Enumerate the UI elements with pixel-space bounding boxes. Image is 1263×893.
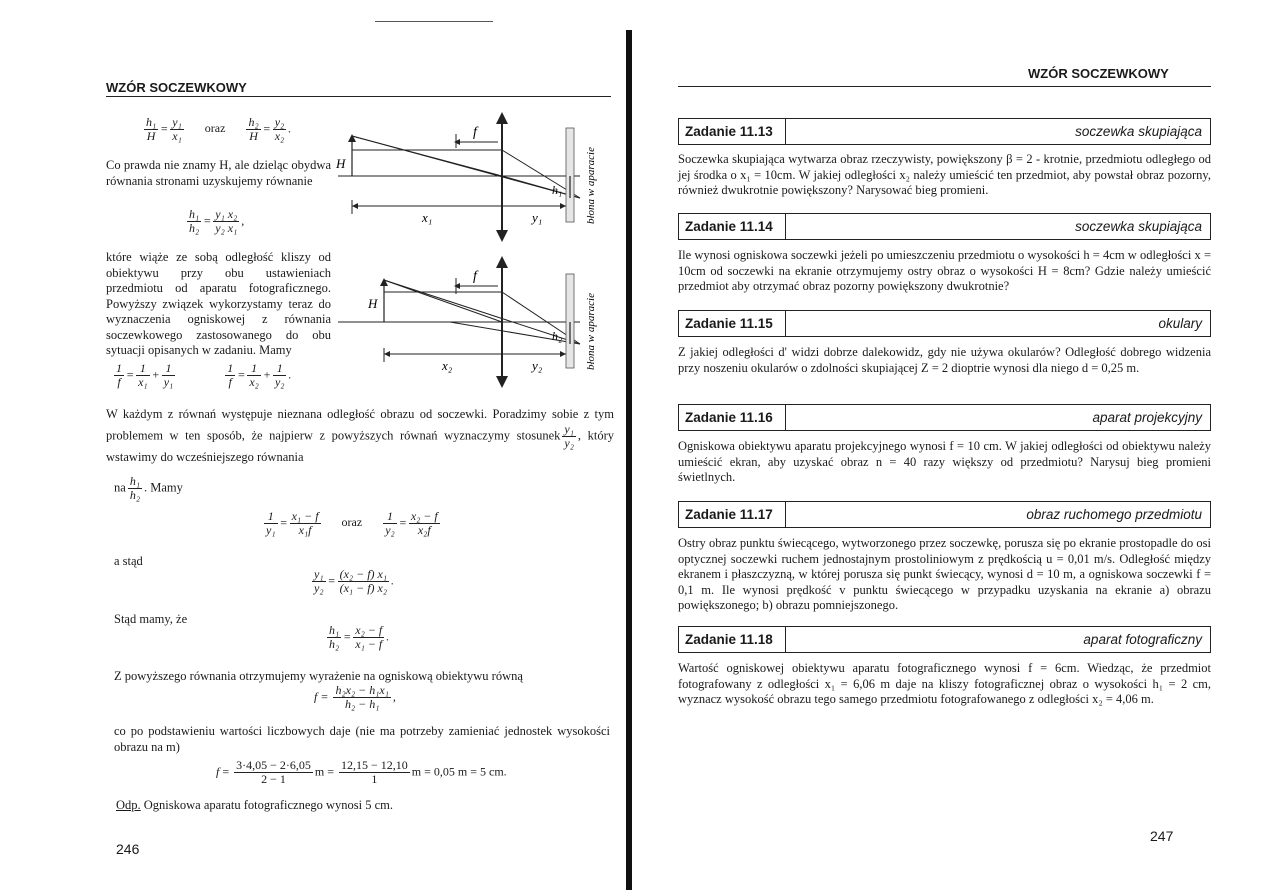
task-topic: aparat projekcyjny (1092, 410, 1202, 425)
left-header-title: WZÓR SOCZEWKOWY (106, 80, 247, 95)
task-text-11-14: Ile wynosi ogniskowa soczewki jeżeli po umieszczeniu przedmiotu o wysokości h = 4cm w odległości x = 10cm od soczewki na ekranie otrzymujemy ostry obraz o wysokości H = 8cm? Gdzie należy umieścić przedmiot aby otrzymać obraz pozorny powiększony dwukrotnie? (678, 248, 1211, 293)
equation-numeric-result: f = $\frac{3\cdot 4,05 - 2\cdot 6,05}{2 - 1}$ m = $\frac{12,15 - 12,10}{1}$ m = 0,05 m = 5 cm. (216, 758, 507, 786)
left-header-rule (106, 96, 611, 97)
paragraph-film-distance: które wiąże ze sobą odległość kliszy od obiektywu przy obu ustawieniach przedmiotu od aparatu fotograficznego. Powyższy związek wykorzystamy teraz do wyznaczenia ogniskowej z równania soczewkowego zastosowanego do obu sytuacji opisanych w zadaniu. Mamy (106, 250, 331, 357)
right-header-rule (678, 86, 1211, 87)
answer-line: Odp. Ogniskowa aparatu fotograficznego wynosi 5 cm. (116, 798, 394, 812)
label-h1: h₁ (552, 183, 563, 197)
task-topic: soczewka skupiająca (1075, 219, 1202, 234)
equation-h1-h2-ratios: $\frac{\text{h₁}}{H}$ = $\frac{\text{y₁}}{\text{x₁}}$ oraz $\frac{\text{h₂}}{H}$ = $\frac{\text{y₂}}{\text{x₂}}$ . (146, 115, 292, 143)
task-number: Zadanie 11.17 (679, 502, 786, 527)
task-header-11-13 (678, 118, 1211, 145)
equation-reciprocal-y: $\frac{1}{\text{y₁}}$ = $\frac{\text{x₁ − f}}{\text{x₁f}}$ oraz $\frac{1}{\text{y₂}}$ = $\frac{\text{x₂ − f}}{\text{x₂f}}$ (266, 509, 438, 537)
text-stad-mamy: Stąd mamy, że (114, 612, 188, 626)
label-film-1: błona w aparacie (585, 147, 597, 224)
label-H-2: H (368, 296, 378, 311)
label-film-2: błona w aparacie (585, 293, 597, 370)
paragraph-substitution: co po podstawieniu wartości liczbowych daje (nie ma potrzeby zamieniać jednostek wysokości obrazu na m) (114, 724, 610, 754)
equation-lens-formulas: $\frac{1}{f}$ = $\frac{1}{\text{x₁}}$ + $\frac{1}{\text{y₁}}$ $\frac{1}{f}$ = $\frac{1}{\text{x₂}}$ + $\frac{1}{\text{y₂}}$ . (116, 361, 292, 389)
task-number: Zadanie 11.16 (679, 405, 786, 430)
task-text-11-15: Z jakiej odległości d' widzi dobrze dalekowidz, gdy nie używa okularów? Odległość dobrego widzenia przy noszeniu okularów o zdolności skupiającej Z = 2 dioptrie wynosi dla niego d = 0,25 m. (678, 345, 1211, 375)
text-a-stad: a stąd (114, 554, 143, 568)
paragraph-unknown-distance: W każdym z równań występuje nieznana odległość obrazu od soczewki. Poradzimy sobie z tym problemem w ten sposób, że najpierw z powyższych równań wyznaczymy stosunek $\frac{\text{y₁}}{\text{y₂}}$ , który wstawimy do wcześniejszego równania (106, 407, 614, 464)
equation-h-ratio: $\frac{\text{h₁}}{\text{h₂}}$ = $\frac{\text{y₁ x₂}}{\text{y₂ x₁}}$ , (189, 207, 245, 235)
film-plane-1 (566, 128, 574, 222)
label-x2: x₂ (442, 358, 453, 373)
paragraph-dividing-equations: Co prawda nie znamy H, ale dzieląc obydwa równania stronami uzyskujemy równanie (106, 158, 331, 188)
task-header-11-15 (678, 310, 1211, 337)
task-text-11-17: Ostry obraz punktu świecącego, wytworzonego przez soczewkę, porusza się po ekranie prostopadle do osi optycznej soczewki ruchem jednostajnym prostoliniowym z prędkością u = 0,01 m/s. Odległość między ekranem i płaszczyzną, w której porusza się punkt świecący, wynosi d = 10 m, a ogniskowa soczewki f = 0,1 m. Ile wynosi prędkość v punktu świecącego w przypadku uzyskania na ekranie a) obrazu powiększonego; b) obrazu pomniejszonego. (678, 536, 1211, 612)
task-number: Zadanie 11.18 (679, 627, 786, 652)
lens-diagram-1 (330, 106, 610, 248)
equation-y-ratio: $\frac{\text{y₁}}{\text{y₂}}$ = $\frac{\text{(x₂ − f) x₁}}{\text{(x₁ − f) x₂}}$ . (314, 567, 395, 595)
left-page-number: 246 (116, 841, 140, 857)
paragraph-na-mamy: na $\frac{\text{h₁}}{\text{h₂}}$ . Mamy (114, 474, 183, 502)
left-page (0, 0, 625, 893)
task-number: Zadanie 11.13 (679, 119, 786, 144)
equation-h-ratio-f: $\frac{\text{h₁}}{\text{h₂}}$ = $\frac{\text{x₂ − f}}{\text{x₁ − f}}$ . (329, 623, 390, 651)
right-page (640, 0, 1263, 893)
task-header-11-16 (678, 404, 1211, 431)
label-y1: y₁ (532, 210, 543, 225)
label-H-1: H (336, 156, 346, 171)
task-header-11-14 (678, 213, 1211, 240)
task-number: Zadanie 11.15 (679, 311, 786, 336)
label-y2: y₂ (532, 358, 543, 373)
task-topic: okulary (1158, 316, 1202, 331)
lens-diagram-2 (330, 250, 610, 392)
film-plane-2 (566, 274, 574, 368)
task-topic: soczewka skupiająca (1075, 124, 1202, 139)
label-h2: h₂ (552, 329, 563, 343)
task-number: Zadanie 11.14 (679, 214, 786, 239)
task-header-11-18 (678, 626, 1211, 653)
right-header-title: WZÓR SOCZEWKOWY (1028, 66, 1169, 81)
book-spine (626, 30, 632, 890)
task-header-11-17 (678, 501, 1211, 528)
label-f-2: f (473, 269, 477, 284)
task-text-11-18: Wartość ogniskowej obiektywu aparatu fotograficznego wynosi f = 6cm. Wiedząc, że przedmiot fotografowany z odległości x₁ = 6,06 m daje na kliszy fotograficznej obraz o wysokości h₁ = 2 cm, wyznacz wysokość obrazu tego samego przedmiotu fotografowanego z odległości x₂ = 4,06 m. (678, 661, 1211, 706)
label-f-1: f (473, 125, 477, 140)
label-x1: x₁ (422, 210, 433, 225)
task-topic: aparat fotograficzny (1083, 632, 1202, 647)
equation-focal-length: f = $\frac{\text{h₂x₂ − h₁x₁}}{\text{h₂ − h₁}}$ , (314, 683, 396, 711)
top-scan-line (375, 21, 493, 22)
paragraph-focal-expression: Z powyższego równania otrzymujemy wyrażenie na ogniskową obiektywu równą (114, 669, 523, 683)
right-page-number: 247 (1150, 828, 1174, 844)
task-text-11-16: Ogniskowa obiektywu aparatu projekcyjnego wynosi f = 10 cm. W jakiej odległości od obiektywu należy umieścić ekran, aby uzyskać obraz n = 40 razy większy od przedmiotu? Narysuj bieg promieni świetlnych. (678, 439, 1211, 484)
task-topic: obraz ruchomego przedmiotu (1026, 507, 1202, 522)
task-text-11-13: Soczewka skupiająca wytwarza obraz rzeczywisty, powiększony β = 2 - krotnie, przedmiotu odległego od jej środka o x₁ = 10cm. W jakiej odległości x₂ należy umieścić ten przedmiot, aby powstał obraz pozorny, również dwukrotnie powiększony? Narysować bieg promieni. (678, 152, 1211, 197)
